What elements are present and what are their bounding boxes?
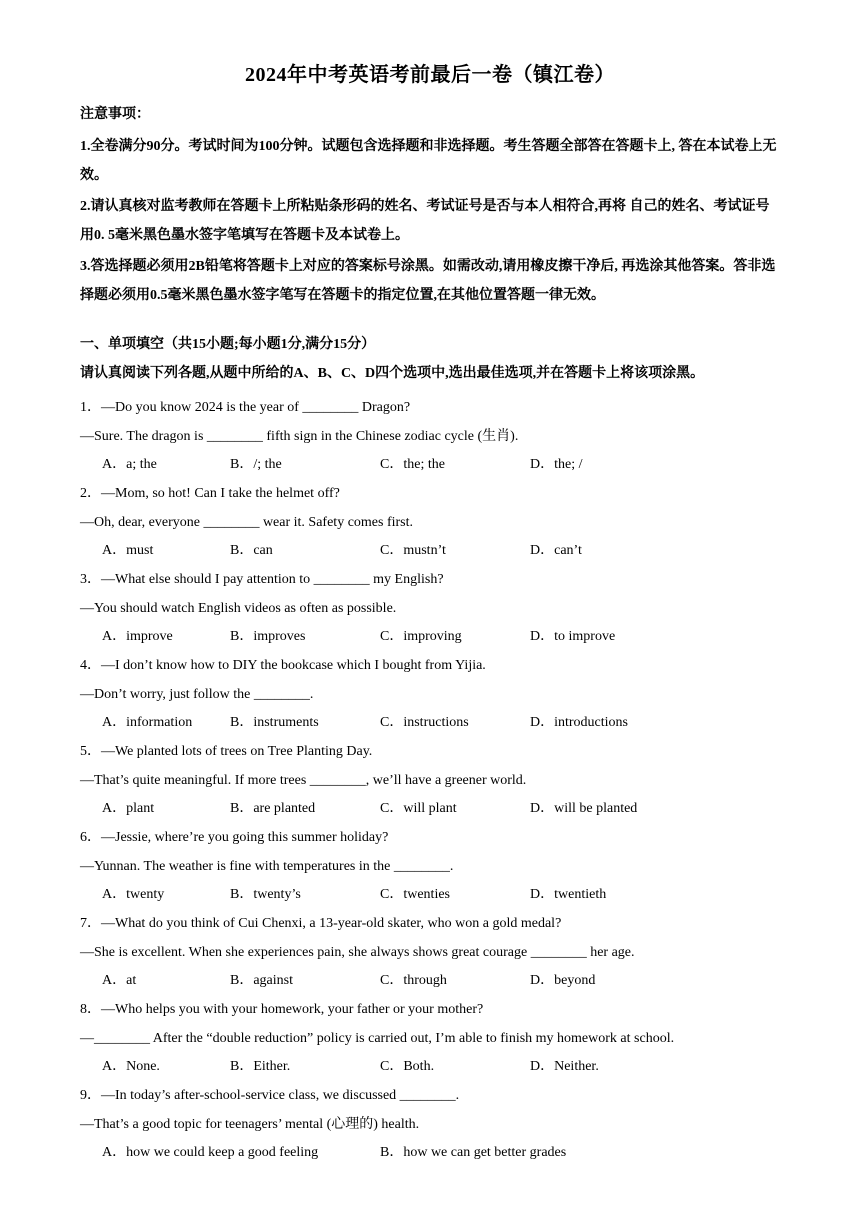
option-row	[80, 709, 800, 737]
option-c: C．will plant	[380, 801, 457, 816]
question-response: —Oh, dear, everyone ________ wear it. Safety comes first.	[80, 515, 414, 530]
question-prompt: 5．—We planted lots of trees on Tree Planting Day.	[80, 744, 373, 759]
question-2	[80, 479, 800, 565]
question-7	[80, 909, 800, 995]
option-row	[80, 795, 800, 823]
option-c: C．Both.	[380, 1059, 435, 1074]
option-a: A．None.	[102, 1059, 160, 1074]
option-b: B．can	[230, 543, 273, 558]
question-response: —She is excellent. When she experiences pain, she always shows great courage ________ her age.	[80, 945, 635, 960]
section-title: 一、单项填空（共15小题;每小题1分,满分15分）	[80, 337, 376, 352]
option-row	[80, 623, 800, 651]
option-c: C．the; the	[380, 457, 445, 472]
option-b: B．are planted	[230, 801, 316, 816]
question-response: —Sure. The dragon is ________ fifth sign in the Chinese zodiac cycle (生肖).	[80, 429, 519, 444]
question-6	[80, 823, 800, 909]
option-a: A．how we could keep a good feeling	[102, 1145, 319, 1160]
option-b: B．Either.	[230, 1059, 291, 1074]
option-b: B．twenty’s	[230, 887, 301, 902]
option-a: A．at	[102, 973, 137, 988]
question-9	[80, 1081, 800, 1167]
option-row	[80, 537, 800, 565]
option-a: A．twenty	[102, 887, 165, 902]
option-d: D．Neither.	[530, 1059, 599, 1074]
option-d: D．twentieth	[530, 887, 607, 902]
note-item-2: 2.请认真核对监考教师在答题卡上所粘贴条形码的姓名、考试证号是否与本人相符合,再将 自己的姓名、考试证号用0. 5毫米黑色墨水签字笔填写在答题卡及本试卷上。	[80, 199, 770, 243]
option-c: C．mustn’t	[380, 543, 446, 558]
question-8	[80, 995, 800, 1081]
question-prompt: 6．—Jessie, where’re you going this summer holiday?	[80, 830, 389, 845]
option-d: D．the; /	[530, 457, 583, 472]
option-c: C．improving	[380, 629, 462, 644]
option-d: D．to improve	[530, 629, 616, 644]
question-prompt: 7．—What do you think of Cui Chenxi, a 13-year-old skater, who won a gold medal?	[80, 916, 562, 931]
option-c: C．instructions	[380, 715, 469, 730]
notes-block	[80, 104, 780, 312]
note-item-3: 3.答选择题必须用2B铅笔将答题卡上对应的答案标号涂黑。如需改动,请用橡皮擦干净后, 再选涂其他答案。答非选择题必须用0.5毫米黑色墨水签字笔写在答题卡的指定位置,在其他位置答题一律无效。	[80, 259, 776, 303]
question-prompt: 1．—Do you know 2024 is the year of ________ Dragon?	[80, 400, 411, 415]
exam-title: 2024年中考英语考前最后一卷（镇江卷）	[245, 64, 615, 86]
question-response: —Yunnan. The weather is fine with temperatures in the ________.	[80, 859, 454, 874]
option-b: B．against	[230, 973, 293, 988]
question-prompt: 9．—In today’s after-school-service class, we discussed ________.	[80, 1088, 460, 1103]
section-instruction: 请认真阅读下列各题,从题中所给的A、B、C、D四个选项中,选出最佳选项,并在答题卡上将该项涂黑。	[80, 366, 705, 381]
question-prompt: 4．—I don’t know how to DIY the bookcase which I bought from Yijia.	[80, 658, 486, 673]
question-4	[80, 651, 800, 737]
option-a: A．a; the	[102, 457, 157, 472]
option-row	[80, 1139, 800, 1167]
question-1	[80, 393, 800, 479]
notes-heading: 注意事项：	[80, 107, 150, 122]
option-d: D．will be planted	[530, 801, 638, 816]
question-response: —________ After the “double reduction” policy is carried out, I’m able to finish my homework at school.	[80, 1031, 675, 1046]
option-b: B．how we can get better grades	[380, 1145, 567, 1160]
option-a: A．improve	[102, 629, 173, 644]
question-5	[80, 737, 800, 823]
option-b: B．instruments	[230, 715, 319, 730]
option-a: A．plant	[102, 801, 155, 816]
option-d: D．can’t	[530, 543, 582, 558]
option-a: A．must	[102, 543, 154, 558]
question-prompt: 2．—Mom, so hot! Can I take the helmet off?	[80, 486, 340, 501]
option-d: D．introductions	[530, 715, 628, 730]
question-prompt: 8．—Who helps you with your homework, your father or your mother?	[80, 1002, 484, 1017]
option-row	[80, 451, 800, 479]
question-list	[80, 393, 800, 1167]
question-response: —You should watch English videos as often as possible.	[80, 601, 397, 616]
option-b: B．/; the	[230, 457, 282, 472]
question-response: —That’s quite meaningful. If more trees ________, we’ll have a greener world.	[80, 773, 527, 788]
option-row	[80, 881, 800, 909]
note-item-1: 1.全卷满分90分。考试时间为100分钟。试题包含选择题和非选择题。考生答题全部答在答题卡上, 答在本试卷上无效。	[80, 139, 777, 183]
option-b: B．improves	[230, 629, 306, 644]
option-row	[80, 1053, 800, 1081]
question-response: —That’s a good topic for teenagers’ mental (心理的) health.	[80, 1117, 420, 1132]
option-a: A．information	[102, 715, 193, 730]
option-row	[80, 967, 800, 995]
question-response: —Don’t worry, just follow the ________.	[80, 687, 314, 702]
option-c: C．twenties	[380, 887, 450, 902]
question-prompt: 3．—What else should I pay attention to ________ my English?	[80, 572, 444, 587]
question-3	[80, 565, 800, 651]
option-c: C．through	[380, 973, 447, 988]
option-d: D．beyond	[530, 973, 596, 988]
section-header	[80, 334, 780, 385]
